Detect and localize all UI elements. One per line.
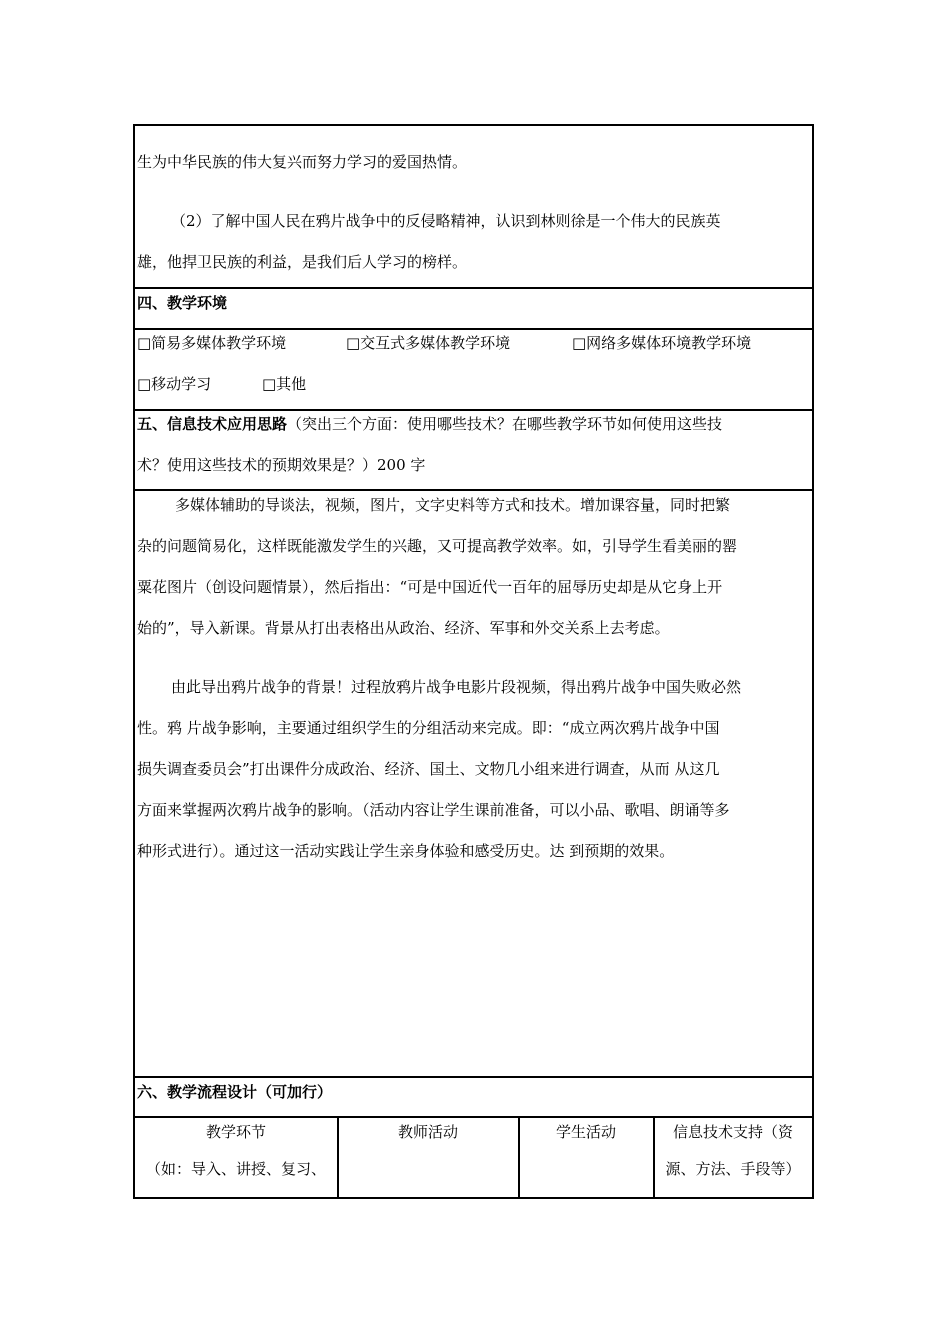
row-divider — [135, 287, 812, 289]
section5-body-line: 损失调查委员会”打出课件分成政治、经济、国土、文物几小组来进行调查，从而 从这几 — [137, 760, 720, 778]
section5-heading-line2: 术？使用这些技术的预期效果是？）200 字 — [137, 456, 426, 474]
row-divider — [135, 1116, 812, 1118]
section5-body-line: 杂的问题简易化，这样既能激发学生的兴趣，又可提高教学效率。如，引导学生看美丽的罂 — [137, 537, 738, 555]
col-header-stage: 教学环节 — [205, 1123, 266, 1141]
row-divider — [135, 1076, 812, 1078]
row-divider — [135, 409, 812, 411]
row-divider — [135, 328, 812, 330]
env-option-mobile: □移动学习 — [137, 375, 212, 393]
objective-text-line3: 雄，他捍卫民族的利益，是我们后人学习的榜样。 — [137, 253, 468, 271]
section5-body-line: 种形式进行）。通过这一活动实践让学生亲身体验和感受历史。达 到预期的效果。 — [137, 842, 675, 860]
section5-heading-title: 五、信息技术应用思路 — [137, 415, 288, 433]
section5-body-line: 粟花图片（创设问题情景），然后指出：“可是中国近代一百年的屈辱历史却是从它身上开 — [137, 578, 723, 596]
section5-body-line: 方面来掌握两次鸦片战争的影响。（活动内容让学生课前准备，可以小品、歌唱、朗诵等多 — [137, 801, 730, 819]
section4-heading: 四、教学环境 — [137, 294, 228, 312]
row-divider — [135, 489, 812, 491]
env-option-other: □其他 — [262, 375, 307, 393]
col-header-tech: 信息技术支持（资 — [672, 1123, 793, 1141]
section6-heading: 六、教学流程设计（可加行） — [137, 1083, 333, 1101]
col-header-tech-note: 源、方法、手段等） — [665, 1160, 801, 1178]
section5-heading — [137, 414, 722, 434]
col-header-student: 学生活动 — [555, 1123, 616, 1141]
objective-text-line2: （2）了解中国人民在鸦片战争中的反侵略精神，认识到林则徐是一个伟大的民族英 — [171, 212, 721, 230]
env-option-interactive: □交互式多媒体教学环境 — [346, 334, 511, 352]
env-option-simple: □简易多媒体教学环境 — [137, 334, 287, 352]
col-header-teacher: 教师活动 — [397, 1123, 458, 1141]
lesson-plan-table — [133, 124, 814, 1199]
objective-text-line1: 生为中华民族的伟大复兴而努力学习的爱国热情。 — [137, 153, 468, 171]
section5-heading-note: （突出三个方面：使用哪些技术？在哪些教学环节如何使用这些技 — [287, 415, 723, 433]
env-option-network: □网络多媒体环境教学环境 — [572, 334, 752, 352]
section5-body-line: 多媒体辅助的导谈法，视频，图片，文字史料等方式和技术。增加课容量，同时把繁 — [175, 496, 731, 514]
section5-body-line: 始的”，导入新课。背景从打出表格出从政治、经济、军事和外交关系上去考虑。 — [137, 619, 670, 637]
col-header-stage-note: （如：导入、讲授、复习、 — [145, 1160, 326, 1178]
section5-body-line: 由此导出鸦片战争的背景！过程放鸦片战争电影片段视频，得出鸦片战争中国失败必然 — [171, 678, 742, 696]
section5-body-line: 性。鸦 片战争影响，主要通过组织学生的分组活动来完成。即：“成立两次鸦片战争中国 — [137, 719, 720, 737]
